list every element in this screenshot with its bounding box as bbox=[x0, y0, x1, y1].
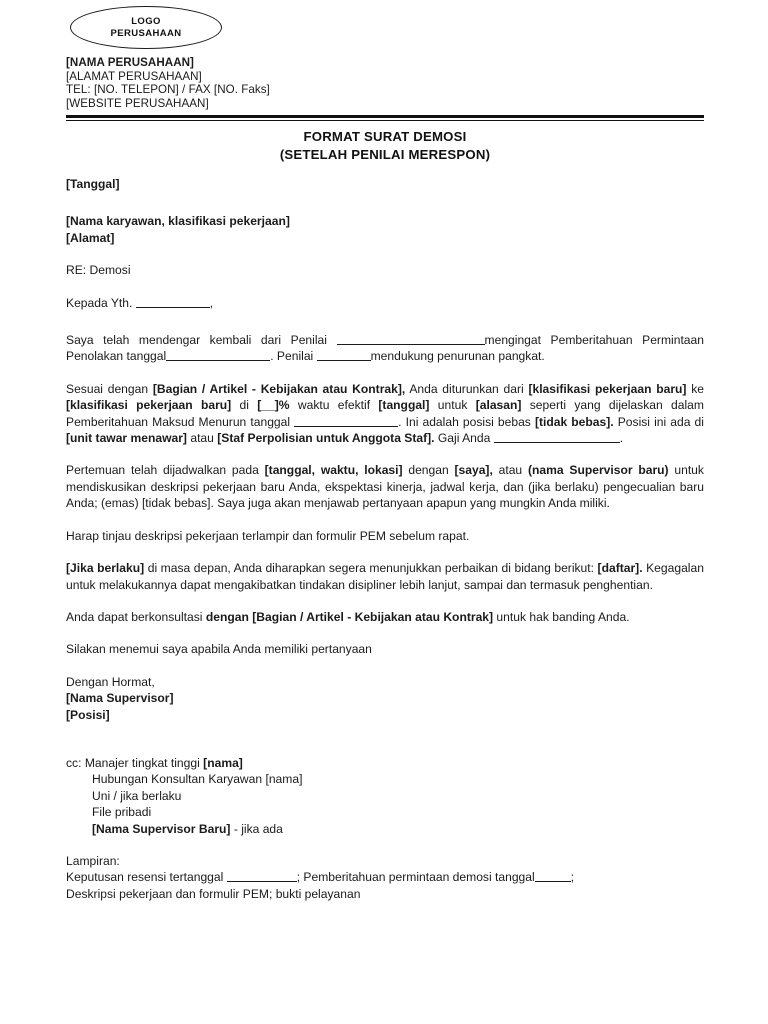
spacer bbox=[66, 446, 704, 462]
paragraph-4: Harap tinjau deskripsi pekerjaan terlampir dan formulir PEM sebelum rapat. bbox=[66, 528, 470, 543]
recipient-address-line: [Alamat] bbox=[66, 230, 115, 245]
cc-item-3 bbox=[66, 804, 704, 820]
cc-item-0-text: Manajer tingkat tinggi bbox=[84, 755, 204, 770]
salutation-prefix: Kepada Yth. bbox=[66, 295, 133, 310]
paragraph-3 bbox=[66, 462, 704, 511]
salutation-line bbox=[66, 295, 704, 311]
cc-label: cc: bbox=[66, 755, 82, 770]
p2-s4: di bbox=[239, 398, 249, 413]
cc-item-4 bbox=[66, 821, 704, 837]
cc-item-1-text: Hubungan Konsultan Karyawan [nama] bbox=[92, 772, 303, 787]
p2-s10: atau bbox=[190, 431, 214, 446]
paragraph-7: Silakan menemui saya apabila Anda memiliki pertanyaan bbox=[66, 642, 372, 657]
recipient-name-line: [Nama karyawan, klasifikasi pekerjaan] bbox=[66, 214, 290, 229]
document-title bbox=[66, 128, 704, 163]
p5-s1: di masa depan, Anda diharapkan segera menunjukkan perbaikan di bidang berikut: bbox=[147, 561, 594, 576]
company-phone-fax: TEL: [NO. TELEPON] / FAX [NO. Faks] bbox=[66, 83, 270, 97]
salutation-blank bbox=[136, 307, 210, 308]
p2-s11: Gaji Anda bbox=[437, 431, 491, 446]
p3-b2: [saya], bbox=[454, 463, 493, 478]
spacer bbox=[66, 723, 704, 744]
p2-s1: Sesuai dengan bbox=[66, 381, 149, 396]
subject-line: RE: Demosi bbox=[66, 263, 131, 278]
closing-position: [Posisi] bbox=[66, 707, 110, 722]
p2-s9: Posisi ini ada di bbox=[617, 414, 704, 429]
p3-b3: (nama Supervisor baru) bbox=[527, 463, 669, 478]
recipient-block bbox=[66, 213, 704, 246]
spacer bbox=[66, 512, 704, 528]
closing-supervisor-name: [Nama Supervisor] bbox=[66, 691, 174, 706]
letter-body bbox=[66, 176, 704, 902]
p1-blank-1 bbox=[337, 344, 485, 345]
p2-s2: Anda diturunkan dari bbox=[409, 381, 524, 396]
logo-ellipse-shape bbox=[70, 6, 222, 49]
p2-b6: [alasan] bbox=[475, 398, 522, 413]
p6-s1: Anda dapat berkonsultasi bbox=[66, 609, 203, 624]
paragraph-1 bbox=[66, 332, 704, 365]
company-website: [WEBSITE PERUSAHAAN] bbox=[66, 96, 209, 110]
p2-b5: [tanggal] bbox=[378, 398, 430, 413]
spacer bbox=[66, 279, 704, 295]
spacer bbox=[66, 544, 704, 560]
attachments-line-1-a: Keputusan resensi tertanggal bbox=[66, 870, 224, 885]
p3-s1: Pertemuan telah dijadwalkan pada bbox=[66, 463, 259, 478]
company-address: [ALAMAT PERUSAHAAN] bbox=[66, 69, 202, 83]
company-info-block bbox=[66, 56, 704, 110]
p2-blank-1 bbox=[294, 426, 398, 427]
paragraph-6 bbox=[66, 609, 704, 625]
paragraph-2 bbox=[66, 381, 704, 447]
p2-b4: [__]% bbox=[257, 398, 290, 413]
attachments-block bbox=[66, 853, 704, 902]
document-title-line-1: FORMAT SURAT DEMOSI bbox=[303, 129, 467, 144]
spacer bbox=[66, 837, 704, 853]
attachments-line-1-b: ; Pemberitahuan permintaan demosi tanggal bbox=[296, 870, 535, 885]
spacer bbox=[66, 744, 704, 755]
spacer bbox=[66, 246, 704, 262]
p2-s8: . Ini adalah posisi bebas bbox=[398, 414, 531, 429]
p2-b7: [tidak bebas]. bbox=[534, 414, 614, 429]
company-name: [NAMA PERUSAHAAN] bbox=[66, 56, 194, 69]
p5-b1: [Jika berlaku] bbox=[66, 561, 145, 576]
spacer bbox=[66, 365, 704, 381]
attachments-line-2: Deskripsi pekerjaan dan formulir PEM; bukti pelayanan bbox=[66, 886, 361, 901]
cc-item-3-text: File pribadi bbox=[92, 805, 152, 820]
logo-line-2: PERUSAHAAN bbox=[110, 27, 182, 39]
cc-item-0 bbox=[66, 755, 704, 771]
closing-line-1: Dengan Hormat, bbox=[66, 674, 155, 689]
cc-item-2-text: Uni / jika berlaku bbox=[92, 788, 182, 803]
attachments-blank-1 bbox=[227, 881, 297, 882]
spacer bbox=[66, 658, 704, 674]
p3-s3: atau bbox=[498, 463, 523, 478]
date-placeholder: [Tanggal] bbox=[66, 177, 120, 191]
spacer bbox=[66, 593, 704, 609]
p2-s3: ke bbox=[691, 381, 704, 396]
p2-s5: waktu efektif bbox=[297, 398, 371, 413]
p3-s4: untuk mendiskusikan deskripsi pekerjaan baru Anda, ekspektasi kinerja, jadwal kerja, dan (jika berlaku) pengecualian baru Anda; (emas) [tidak bebas]. Saya juga akan menjawab pertanyaan apapun yang mungkin Anda miliki. bbox=[66, 463, 704, 511]
p2-b9: [Staf Perpolisian untuk Anggota Staf]. bbox=[217, 431, 435, 446]
p2-b8: [unit tawar menawar] bbox=[66, 431, 187, 446]
p6-s2: untuk hak banding Anda. bbox=[496, 609, 630, 624]
p3-b1: [tanggal, waktu, lokasi] bbox=[264, 463, 403, 478]
p2-s12: . bbox=[619, 431, 624, 446]
spacer bbox=[66, 311, 704, 332]
cc-item-1 bbox=[66, 771, 704, 787]
company-logo bbox=[70, 6, 222, 49]
cc-item-4-suffix: - jika ada bbox=[230, 821, 283, 836]
p1-s4: mendukung penurunan pangkat. bbox=[370, 349, 545, 364]
p2-blank-salary bbox=[494, 442, 620, 443]
p2-b1: [Bagian / Artikel - Kebijakan atau Kontrak], bbox=[152, 381, 406, 396]
p2-b2: [klasifikasi pekerjaan baru] bbox=[528, 381, 687, 396]
spacer bbox=[66, 625, 704, 641]
cc-item-4-bold: [Nama Supervisor Baru] bbox=[92, 821, 231, 836]
cc-block bbox=[66, 755, 704, 837]
p1-s2: mengingat Pemberitahuan Permintaan Penolakan tanggal bbox=[66, 333, 704, 364]
p2-b3: [klasifikasi pekerjaan baru] bbox=[66, 398, 232, 413]
p1-blank-3 bbox=[317, 360, 371, 361]
logo-line-1: LOGO bbox=[131, 16, 161, 27]
p1-s1: Saya telah mendengar kembali dari Penilai bbox=[66, 333, 327, 348]
p6-b1: dengan [Bagian / Artikel - Kebijakan atau Kontrak] bbox=[205, 609, 494, 624]
p3-s2: dengan bbox=[408, 463, 449, 478]
cc-item-2 bbox=[66, 788, 704, 804]
p1-s3: . Penilai bbox=[270, 349, 314, 364]
p1-blank-2 bbox=[166, 360, 270, 361]
attachments-line-1-c: ; bbox=[570, 870, 575, 885]
header-rule-thick bbox=[66, 115, 704, 118]
attachments-label: Lampiran: bbox=[66, 853, 120, 868]
closing-block bbox=[66, 674, 704, 723]
cc-item-0-bold: [nama] bbox=[203, 755, 243, 770]
attachments-blank-2 bbox=[535, 881, 571, 882]
salutation-suffix: , bbox=[209, 295, 214, 310]
p5-s2: Kegagalan untuk melakukannya dapat mengakibatkan tindakan disipliner lebih lanjut, sampai dan termasuk penghentian. bbox=[66, 561, 704, 592]
document-title-line-2: (SETELAH PENILAI MERESPON) bbox=[279, 146, 491, 162]
p2-s6: untuk bbox=[437, 398, 468, 413]
header-rule-thin bbox=[66, 120, 704, 121]
letterhead bbox=[66, 6, 704, 121]
p2-s7: seperti yang dijelaskan dalam Pemberitahuan Maksud Menurun tanggal bbox=[66, 398, 704, 429]
attachments-line-1 bbox=[66, 869, 704, 885]
paragraph-5 bbox=[66, 560, 704, 593]
p5-b2: [daftar]. bbox=[597, 561, 643, 576]
spacer bbox=[66, 192, 704, 213]
